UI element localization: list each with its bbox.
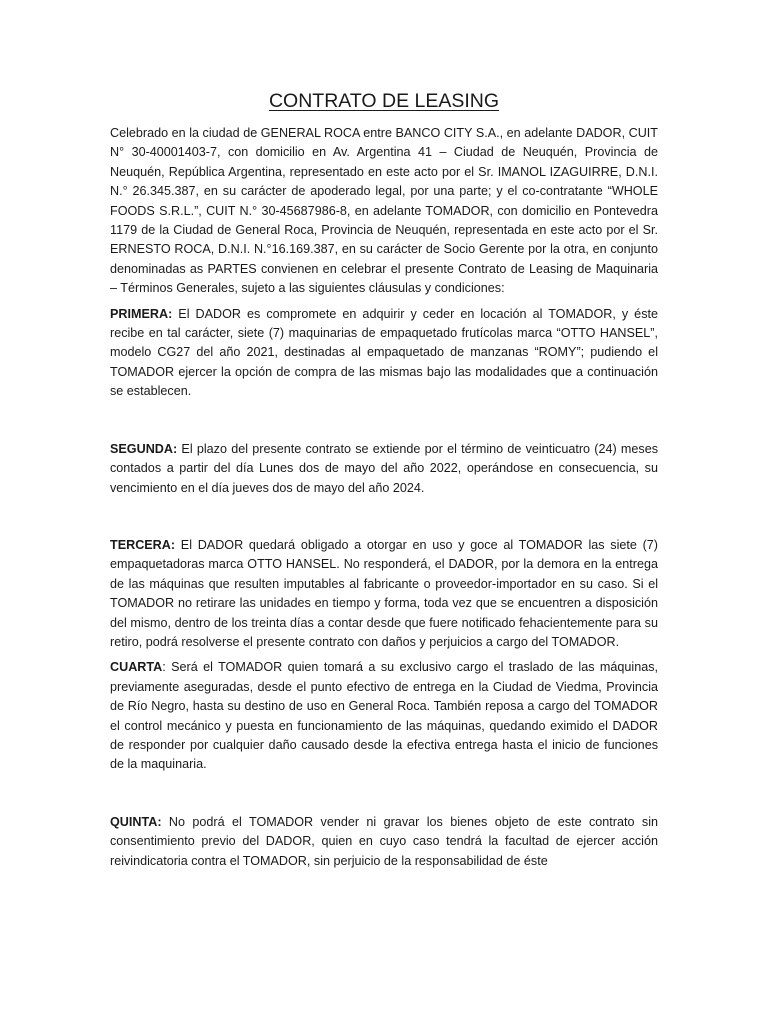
clause-segunda bbox=[110, 440, 658, 498]
clause-tercera bbox=[110, 536, 658, 652]
clause-heading: CUARTA bbox=[110, 660, 163, 675]
clause-primera bbox=[110, 305, 658, 402]
clause-heading: TERCERA: bbox=[110, 537, 176, 552]
clause-heading: SEGUNDA: bbox=[110, 441, 178, 456]
clause-quinta bbox=[110, 813, 658, 871]
clause-heading: PRIMERA: bbox=[110, 306, 173, 321]
clause-text: : Será el TOMADOR quien tomará a su exclusivo cargo el traslado de las máquinas, previamente aseguradas, desde el punto efectivo de entrega en la Ciudad de Viedma, Provincia de Río Negro, hasta su destino de uso en General Roca. También reposa a cargo del TOMADOR el control mecánico y puesta en funcionamiento de las máquinas, quedando eximido el DADOR de responder por cualquier daño causado desde la efectiva entrega hasta el inicio de funciones de la maquinaria. bbox=[110, 660, 658, 772]
clause-cuarta bbox=[110, 658, 658, 774]
clause-text: El plazo del presente contrato se extiende por el término de veinticuatro (24) meses contados a partir del día Lunes dos de mayo del año 2022, operándose en consecuencia, su vencimiento en el día jueves dos de mayo del año 2024. bbox=[110, 441, 658, 495]
document-title: CONTRATO DE LEASING bbox=[268, 90, 500, 112]
document-page bbox=[110, 88, 658, 877]
intro-paragraph: Celebrado en la ciudad de GENERAL ROCA entre BANCO CITY S.A., en adelante DADOR, CUIT N° 30-40001403-7, con domicilio en Av. Argentina 41 – Ciudad de Neuquén, Provincia de Neuquén, República Argentina, representado en este acto por el Sr. IMANOL IZAGUIRRE, D.N.I. N.° 26.345.387, en su carácter de apoderado legal, por una parte; y el co-contratante “WHOLE FOODS S.R.L.”, CUIT N.° 30-45687986-8, en adelante TOMADOR, con domicilio en Pontevedra 1179 de la Ciudad de General Roca, Provincia de Neuquén, representada en este acto por el Sr. ERNESTO ROCA, D.N.I. N.°16.169.387, en su carácter de Socio Gerente por la otra, en conjunto denominadas as PARTES convienen en celebrar el presente Contrato de Leasing de Maquinaria – Términos Generales, sujeto a las siguientes cláusulas y condiciones: bbox=[110, 126, 658, 296]
clause-text: El DADOR es compromete en adquirir y ceder en locación al TOMADOR, y éste recibe en tal carácter, siete (7) maquinarias de empaquetado frutícolas marca “OTTO HANSEL”, modelo CG27 del año 2021, destinadas al empaquetado de manzanas “ROMY”; pudiendo el TOMADOR ejercer la opción de compra de las mismas bajo las modalidades que a continuación se establecen. bbox=[110, 306, 658, 399]
clause-text: El DADOR quedará obligado a otorgar en uso y goce al TOMADOR las siete (7) empaquetadoras marca OTTO HANSEL. No responderá, el DADOR, por la demora en la entrega de las máquinas que resulten imputables al fabricante o proveedor-importador en su caso. Si el TOMADOR no retirare las unidades en tiempo y forma, toda vez que se encuentren a disposición del mismo, dentro de los treinta días a contar desde que fuere notificado fehacientemente para su retiro, podrá resolverse el presente contrato con daños y perjuicios a cargo del TOMADOR. bbox=[110, 537, 658, 649]
clause-heading: QUINTA: bbox=[110, 814, 162, 829]
clause-text: No podrá el TOMADOR vender ni gravar los bienes objeto de este contrato sin consentimiento previo del DADOR, quien en cuyo caso tendrá la facultad de ejercer acción reivindicatoria contra el TOMADOR, sin perjuicio de la responsabilidad de éste bbox=[110, 814, 658, 868]
